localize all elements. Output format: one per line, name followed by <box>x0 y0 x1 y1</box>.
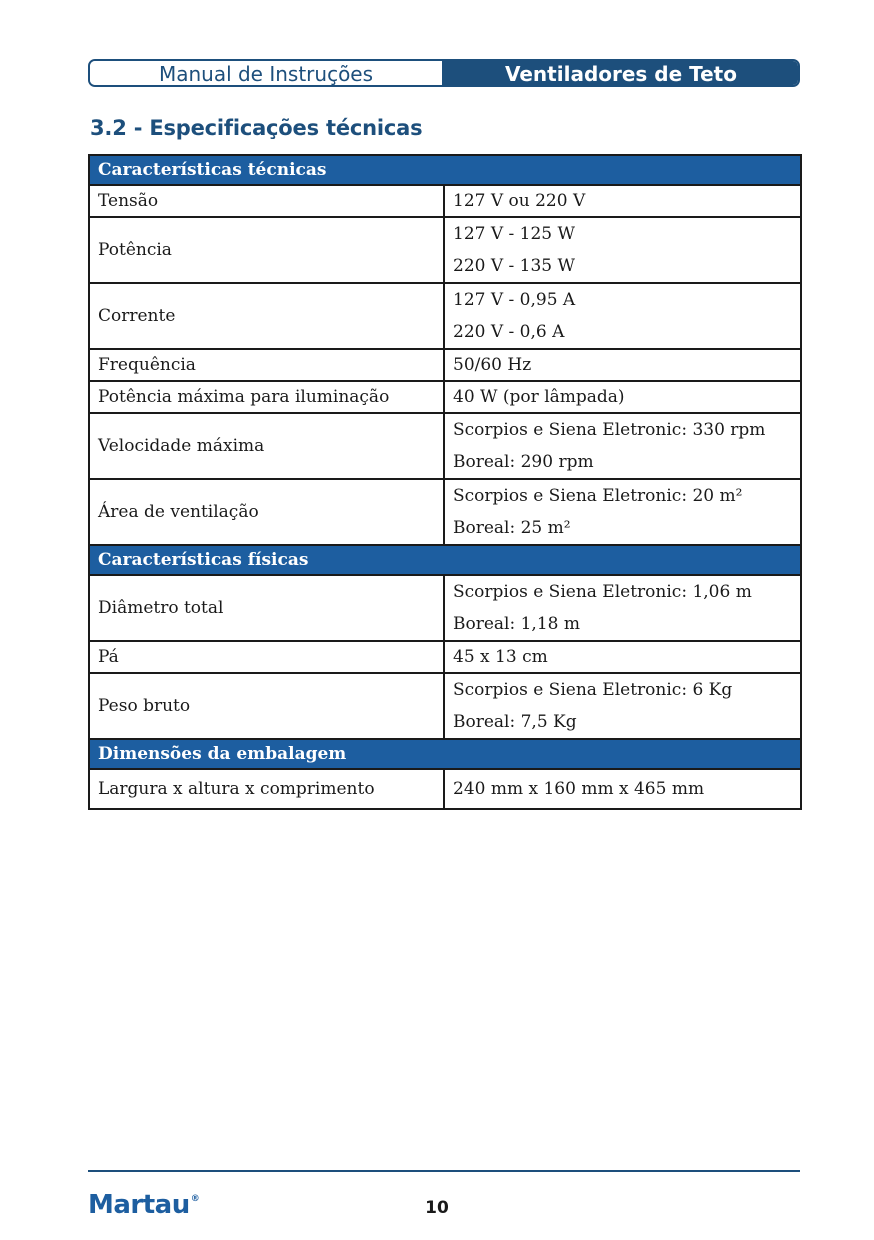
spec-value-line: 127 V - 0,95 A <box>453 290 576 310</box>
table-row <box>89 479 801 545</box>
spec-value <box>444 673 801 739</box>
spec-label: Diâmetro total <box>89 575 444 641</box>
spec-value <box>444 575 801 641</box>
group-title: Dimensões da embalagem <box>89 739 801 769</box>
table-row <box>89 769 801 809</box>
spec-value <box>444 479 801 545</box>
spec-label: Potência máxima para iluminação <box>89 381 444 413</box>
table-row <box>89 217 801 283</box>
spec-label: Frequência <box>89 349 444 381</box>
spec-value-line: 127 V - 125 W <box>453 224 576 244</box>
group-title: Características técnicas <box>89 155 801 185</box>
spec-label: Área de ventilação <box>89 479 444 545</box>
spec-value <box>444 413 801 479</box>
spec-value-line: Scorpios e Siena Eletronic: 1,06 m <box>453 582 752 602</box>
spec-label: Pá <box>89 641 444 673</box>
registered-mark: ® <box>190 1194 200 1204</box>
spec-value: 45 x 13 cm <box>444 641 801 673</box>
spec-value-line: Boreal: 290 rpm <box>453 452 594 472</box>
brand-name: Martau <box>88 1190 190 1220</box>
spec-label: Potência <box>89 217 444 283</box>
group-title: Características físicas <box>89 545 801 575</box>
table-row <box>89 673 801 739</box>
table-row <box>89 575 801 641</box>
table-row <box>89 641 801 673</box>
spec-value-line: 220 V - 135 W <box>453 256 576 276</box>
manual-title: Manual de Instruções <box>90 61 444 85</box>
group-header-row <box>89 545 801 575</box>
spec-value: 40 W (por lâmpada) <box>444 381 801 413</box>
table-row <box>89 349 801 381</box>
table-row <box>89 283 801 349</box>
table-row <box>89 185 801 217</box>
spec-label: Tensão <box>89 185 444 217</box>
product-title: Ventiladores de Teto <box>444 61 798 85</box>
group-header-row <box>89 739 801 769</box>
spec-value-line: Boreal: 1,18 m <box>453 614 580 634</box>
spec-label: Corrente <box>89 283 444 349</box>
spec-value: 127 V ou 220 V <box>444 185 801 217</box>
page-number: 10 <box>425 1198 449 1218</box>
document-header <box>88 59 800 87</box>
section-title: 3.2 - Especificações técnicas <box>90 116 423 140</box>
spec-value-line: Scorpios e Siena Eletronic: 6 Kg <box>453 680 733 700</box>
spec-value: 240 mm x 160 mm x 465 mm <box>444 769 801 809</box>
table-row <box>89 381 801 413</box>
spec-value-line: Boreal: 7,5 Kg <box>453 712 577 732</box>
specifications-table <box>88 154 802 810</box>
spec-value-line: Scorpios e Siena Eletronic: 330 rpm <box>453 420 766 440</box>
spec-value <box>444 217 801 283</box>
spec-value <box>444 283 801 349</box>
spec-value: 50/60 Hz <box>444 349 801 381</box>
spec-value-line: Boreal: 25 m² <box>453 518 571 538</box>
spec-label: Peso bruto <box>89 673 444 739</box>
footer-divider <box>88 1170 800 1172</box>
spec-value-line: 220 V - 0,6 A <box>453 322 565 342</box>
table-row <box>89 413 801 479</box>
spec-label: Velocidade máxima <box>89 413 444 479</box>
spec-value-line: Scorpios e Siena Eletronic: 20 m² <box>453 486 743 506</box>
group-header-row <box>89 155 801 185</box>
spec-label: Largura x altura x comprimento <box>89 769 444 809</box>
